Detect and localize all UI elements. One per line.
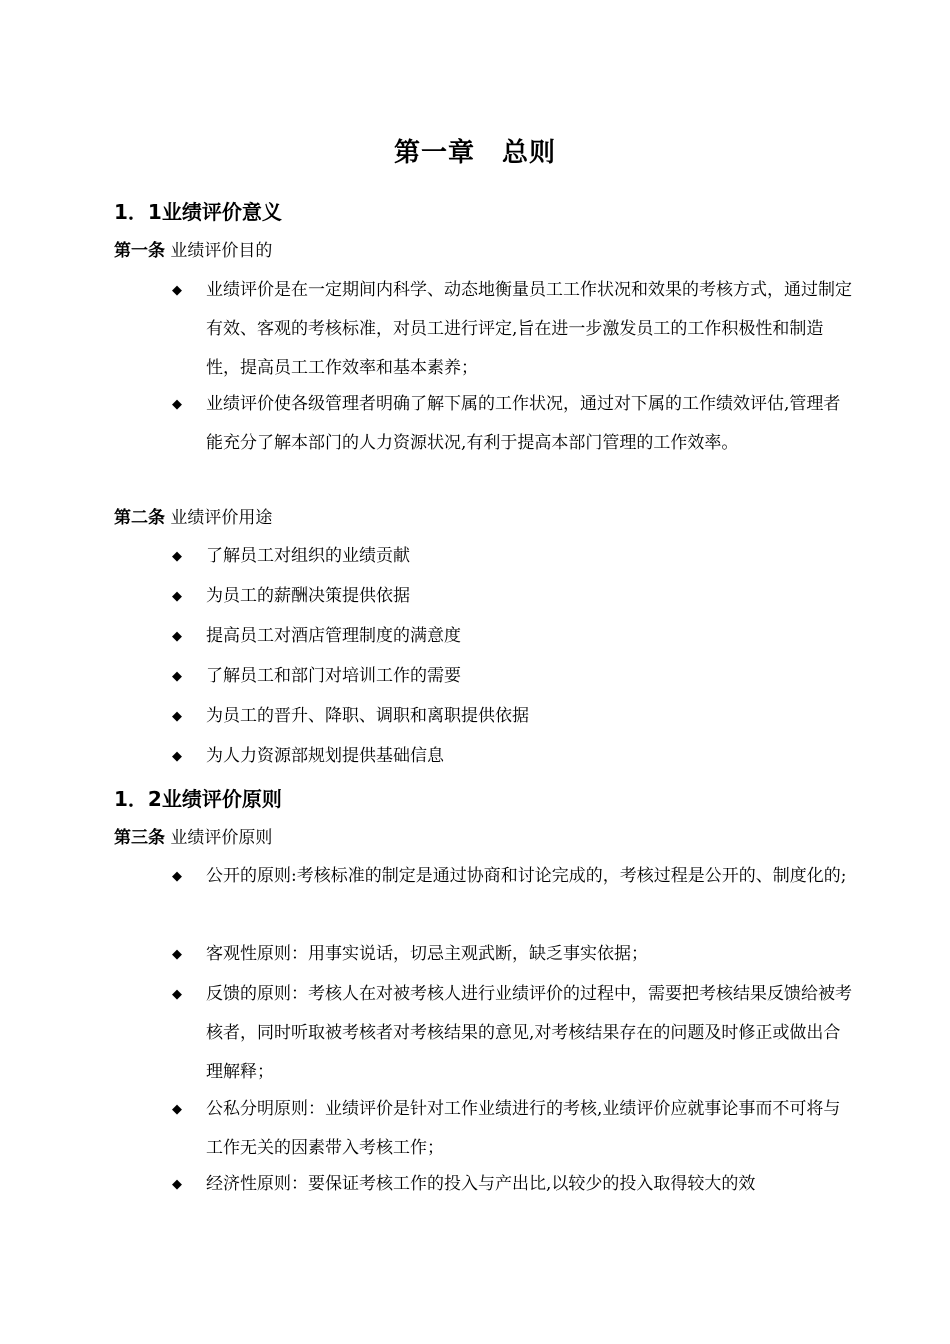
article-title: 业绩评价原则 [170,828,273,848]
bullet-item [172,577,852,616]
bullet-text: 反馈的原则：考核人在对被考核人进行业绩评价的过程中，需要把考核结果反馈给被考核者，同时听取被考核者对考核结果的意见,对考核结果存在的问题及时修正或做出合理解释； [206,984,852,1082]
diamond-bullet-icon: ◆ [172,1102,182,1117]
article-1 [114,238,272,264]
bullet-item [172,857,852,896]
bullet-item [172,1165,852,1204]
article-number: 第三条 [114,828,165,848]
chapter-title: 第一章 总则 [393,138,556,168]
bullet-text: 公开的原则:考核标准的制定是通过协商和讨论完成的，考核过程是公开的、制度化的; [206,866,847,886]
bullet-text: 了解员工和部门对培训工作的需要 [206,666,461,686]
diamond-bullet-icon: ◆ [172,1177,182,1192]
bullet-item [172,271,852,388]
article-number: 第一条 [114,241,165,261]
diamond-bullet-icon: ◆ [172,629,182,644]
section-heading-1-2: 1．2业绩评价原则 [114,787,282,811]
diamond-bullet-icon: ◆ [172,947,182,962]
bullet-item [172,1090,852,1168]
bullet-item [172,697,852,736]
bullet-text: 公私分明原则：业绩评价是针对工作业绩进行的考核,业绩评价应就事论事而不可将与工作无关的因素带入考核工作； [206,1099,841,1158]
bullet-text: 业绩评价是在一定期间内科学、动态地衡量员工工作状况和效果的考核方式，通过制定有效、客观的考核标准，对员工进行评定,旨在进一步激发员工的工作积极性和制造性，提高员工工作效率和基本素养； [206,280,852,378]
bullet-item [172,537,852,576]
diamond-bullet-icon: ◆ [172,709,182,724]
article-title: 业绩评价用途 [170,508,273,528]
section-heading-1-1: 1．1业绩评价意义 [114,200,282,224]
bullet-text: 为员工的晋升、降职、调职和离职提供依据 [206,706,529,726]
diamond-bullet-icon: ◆ [172,987,182,1002]
bullet-text: 为员工的薪酬决策提供依据 [206,586,410,606]
bullet-text: 业绩评价使各级管理者明确了解下属的工作状况，通过对下属的工作绩效评估,管理者能充分了解本部门的人力资源状况,有利于提高本部门管理的工作效率。 [206,394,841,453]
diamond-bullet-icon: ◆ [172,549,182,564]
bullet-item [172,385,852,463]
diamond-bullet-icon: ◆ [172,589,182,604]
bullet-item [172,617,852,656]
diamond-bullet-icon: ◆ [172,283,182,298]
bullet-text: 提高员工对酒店管理制度的满意度 [206,626,461,646]
bullet-item [172,935,852,974]
article-2 [114,505,272,531]
bullet-item [172,737,852,776]
diamond-bullet-icon: ◆ [172,397,182,412]
article-3 [114,825,272,851]
bullet-text: 为人力资源部规划提供基础信息 [206,746,444,766]
diamond-bullet-icon: ◆ [172,869,182,884]
bullet-text: 客观性原则：用事实说话，切忌主观武断，缺乏事实依据； [206,944,648,964]
article-title: 业绩评价目的 [170,241,273,261]
article-number: 第二条 [114,508,165,528]
bullet-item [172,975,852,1092]
bullet-item [172,657,852,696]
bullet-text: 了解员工对组织的业绩贡献 [206,546,410,566]
bullet-text: 经济性原则：要保证考核工作的投入与产出比,以较少的投入取得较大的效 [206,1174,756,1194]
diamond-bullet-icon: ◆ [172,749,182,764]
diamond-bullet-icon: ◆ [172,669,182,684]
